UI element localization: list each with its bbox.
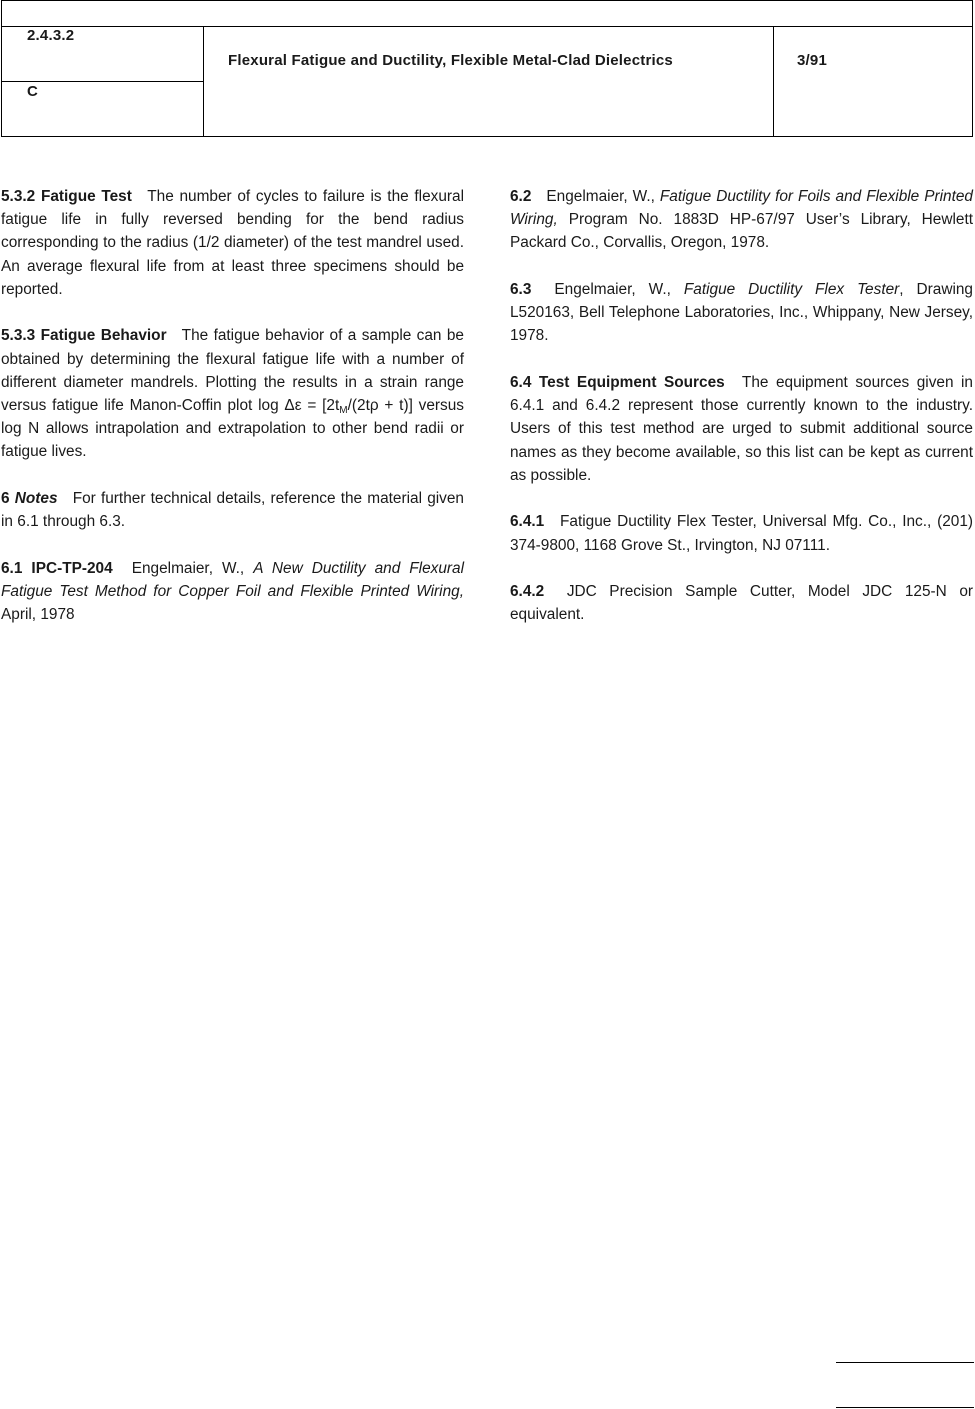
header-date-cell: [773, 26, 972, 136]
section-text: The equipment sources given in 6.4.1 and 6.4.2 represent those currently known to the industry. Users of this test method are urged to submit additional source names as they become available, so this list can be kept as current as possible.: [510, 374, 973, 484]
section-number: 6.3: [510, 281, 532, 298]
section-text: For further technical details, reference the material given in 6.1 through 6.3.: [1, 490, 464, 531]
section-heading: Fatigue Behavior: [40, 327, 167, 345]
footer-rule-bottom: [836, 1407, 974, 1408]
footer-rule-top: [836, 1362, 974, 1363]
section-5-3-3: [1, 324, 464, 463]
section-number: 6: [1, 490, 10, 508]
section-number: 6.2: [510, 188, 532, 205]
section-number: 6.4.2: [510, 583, 545, 601]
section-6-2: [510, 185, 973, 255]
section-6-3: [510, 278, 973, 348]
section-number: 6.1: [1, 559, 23, 577]
reference-details: April, 1978: [1, 606, 75, 624]
section-text: The number of cycles to failure is the flexural fatigue life in fully reversed bending for the bend radius corresponding to the radius (1/2 diameter) of the test mandrel used. An average flexural life from at least three specimens should be reported.: [1, 188, 464, 298]
document-number: 2.4.3.2: [27, 27, 75, 44]
document-title: Flexural Fatigue and Ductility, Flexible Metal-Clad Dielectrics: [228, 52, 673, 69]
section-5-3-2: [1, 185, 464, 301]
section-heading: Notes: [14, 490, 58, 508]
reference-author: Engelmaier, W.,: [131, 559, 245, 577]
reference-author: Engelmaier, W.,: [554, 281, 671, 298]
right-column: [510, 185, 973, 650]
section-6-1: [1, 557, 464, 627]
section-6-4: [510, 371, 973, 487]
reference-title: Fatigue Ductility Flex Tester: [683, 281, 900, 298]
document-date: 3/91: [797, 52, 827, 69]
section-heading: Fatigue Test: [40, 188, 132, 205]
section-text: The fatigue behavior of a sample can be obtained by determining the flexural fatigue life with a number of different diameter mandrels. Plotting the results in a strain range versus fatigue life Manon-Coffin plot log Δε = [2t: [1, 327, 464, 415]
section-text: Fatigue Ductility Flex Tester, Universal Mfg. Co., Inc., (201) 374-9800, 1168 Grove St., Irvington, NJ 07111.: [510, 513, 973, 554]
reference-title: A New Ductility and Flexural Fatigue Test Method for Copper Foil and Flexible Printed Wiring,: [1, 559, 465, 601]
subscript-m: M: [339, 405, 348, 417]
section-number: 6.4.1: [510, 513, 545, 531]
document-header: [1, 0, 973, 137]
section-number: 6.4: [510, 374, 532, 391]
section-6-4-1: [510, 510, 973, 556]
header-top-band: [2, 1, 972, 27]
section-6-4-2: [510, 580, 973, 626]
document-revision: C: [27, 83, 39, 100]
section-6: [1, 487, 464, 533]
section-number: 5.3.2: [1, 188, 36, 205]
left-column: [1, 185, 464, 650]
section-heading: IPC-TP-204: [31, 559, 113, 577]
section-text-continued: /(2tρ + t)] versus log N allows intrapolation and extrapolation to other bend radii or fatigue lives.: [1, 397, 464, 461]
reference-author: Engelmaier, W.,: [546, 188, 655, 205]
section-heading: Test Equipment Sources: [538, 374, 725, 391]
section-text: JDC Precision Sample Cutter, Model JDC 125-N or equivalent.: [510, 583, 973, 624]
reference-details: Program No. 1883D HP-67/97 User’s Library, Hewlett Packard Co., Corvallis, Oregon, 1978.: [510, 211, 973, 252]
reference-title: Fatigue Ductility for Foils and Flexible Printed Wiring,: [510, 188, 973, 229]
section-number: 5.3.3: [1, 327, 36, 345]
reference-details: , Drawing L520163, Bell Telephone Laboratories, Inc., Whippany, New Jersey, 1978.: [510, 281, 973, 345]
